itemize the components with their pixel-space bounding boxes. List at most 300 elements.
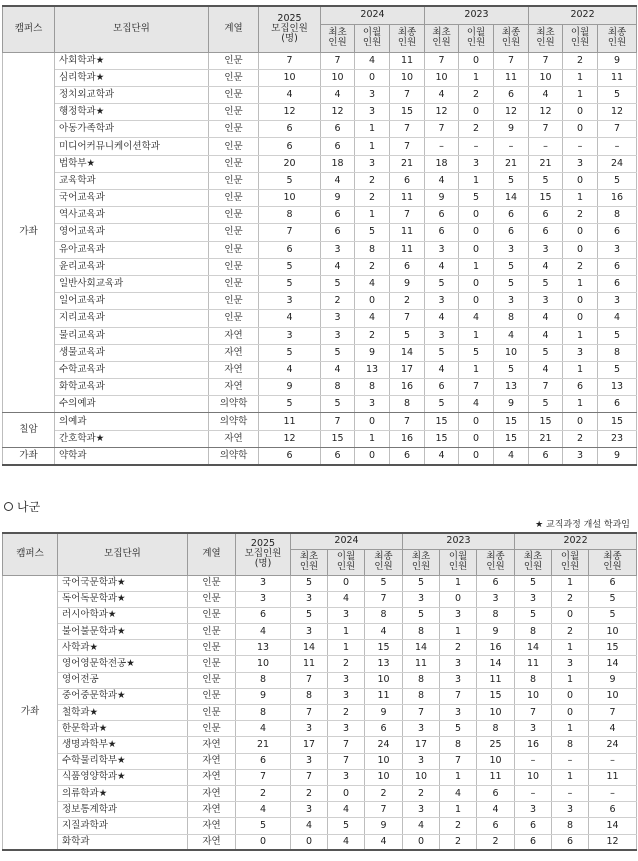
final-2022-cell: 6	[598, 258, 637, 275]
final-2024-cell: 4	[365, 834, 403, 850]
carry-2022-cell: 0	[563, 104, 598, 121]
final-2024-cell: 10	[390, 69, 425, 86]
table-row	[3, 104, 637, 121]
quota-2025-cell: 10	[259, 190, 321, 207]
quota-2025-cell: 6	[259, 138, 321, 155]
carry-2023-cell: 2	[459, 121, 494, 138]
quota-2025-cell: 3	[259, 327, 321, 344]
track-cell: 인문	[209, 224, 259, 241]
final-2024-cell: 11	[365, 688, 403, 704]
carry-2024-cell: 2	[355, 190, 390, 207]
final-2023-cell: 6	[477, 575, 515, 591]
subheader-line1: 최초	[411, 551, 431, 563]
quota-2025-cell: 4	[259, 310, 321, 327]
final-2023-cell: 16	[477, 640, 515, 656]
carry-2023-cell: 0	[459, 413, 494, 430]
first-2022-cell: –	[515, 753, 552, 769]
table-row	[3, 769, 637, 785]
quota-2025-cell: 12	[259, 104, 321, 121]
unit-name-cell: 생물교육과	[55, 344, 209, 361]
unit-name-cell: 행정학과★	[55, 104, 209, 121]
table-row	[3, 802, 637, 818]
unit-name-cell: 지질과학과	[58, 818, 188, 834]
final-2022-cell: 12	[589, 834, 637, 850]
first-2024-cell: 15	[321, 430, 355, 447]
carry-2024-cell: 3	[328, 672, 365, 688]
final-2023-cell: 13	[494, 379, 529, 396]
unit-name-cell: 교육학과	[55, 172, 209, 189]
table-row	[3, 258, 637, 275]
final-2023-cell: 14	[494, 190, 529, 207]
table-row	[3, 591, 637, 607]
header-2024: 2024	[321, 6, 425, 24]
track-cell: 인문	[209, 121, 259, 138]
table-row	[3, 344, 637, 361]
subheader-c1	[291, 549, 328, 575]
quota-2025-cell: 7	[259, 224, 321, 241]
carry-2024-cell: 4	[328, 802, 365, 818]
first-2023-cell: 3	[425, 327, 459, 344]
carry-2024-cell: 0	[355, 69, 390, 86]
track-cell: 인문	[188, 656, 236, 672]
final-2022-cell: –	[589, 753, 637, 769]
header-2023: 2023	[425, 6, 529, 24]
quota-2025-cell: 3	[236, 591, 291, 607]
carry-2024-cell: 0	[355, 447, 390, 464]
final-2023-cell: 21	[494, 155, 529, 172]
final-2023-cell: 3	[477, 591, 515, 607]
carry-2022-cell: 1	[563, 275, 598, 292]
final-2023-cell: 11	[477, 769, 515, 785]
final-2023-cell: 12	[494, 104, 529, 121]
first-2022-cell: –	[529, 138, 563, 155]
subheader-c1	[425, 24, 459, 52]
subheader-c2	[328, 549, 365, 575]
track-cell: 인문	[188, 575, 236, 591]
track-cell: 인문	[209, 155, 259, 172]
final-2022-cell: 5	[598, 361, 637, 378]
circle-bullet-icon	[4, 502, 13, 511]
carry-2024-cell: 3	[328, 769, 365, 785]
first-2024-cell: 4	[321, 86, 355, 103]
carry-2022-cell: 0	[563, 310, 598, 327]
first-2023-cell: 15	[425, 430, 459, 447]
first-2024-cell: 5	[291, 575, 328, 591]
track-cell: 자연	[188, 818, 236, 834]
final-2023-cell: 2	[477, 834, 515, 850]
carry-2022-cell: 3	[552, 656, 589, 672]
final-2024-cell: 10	[365, 769, 403, 785]
final-2024-cell: 11	[390, 190, 425, 207]
quota-2025-cell: 4	[259, 86, 321, 103]
final-2023-cell: 4	[477, 802, 515, 818]
track-cell: 인문	[209, 69, 259, 86]
first-2022-cell: 15	[529, 190, 563, 207]
subheader-line2: 인원	[411, 561, 431, 572]
subheader-c3	[494, 24, 529, 52]
carry-2022-cell: 2	[563, 207, 598, 224]
subheader-line2: 인원	[501, 37, 521, 48]
carry-2023-cell: 0	[459, 275, 494, 292]
carry-2023-cell: 4	[440, 785, 477, 801]
final-2022-cell: 9	[598, 447, 637, 464]
table-row	[3, 721, 637, 737]
subheader-line1: 최종	[501, 27, 521, 39]
final-2023-cell: 25	[477, 737, 515, 753]
carry-2023-cell: 1	[459, 361, 494, 378]
first-2022-cell: 5	[529, 396, 563, 413]
first-2024-cell: 3	[291, 753, 328, 769]
header-quota-unit: (명)	[281, 33, 298, 45]
carry-2023-cell: 0	[440, 591, 477, 607]
first-2022-cell: 3	[529, 241, 563, 258]
final-2024-cell: 24	[365, 737, 403, 753]
carry-2023-cell: 0	[459, 104, 494, 121]
final-2022-cell: 23	[598, 430, 637, 447]
table-row	[3, 293, 637, 310]
quota-2025-cell: 9	[259, 379, 321, 396]
carry-2023-cell: 1	[459, 172, 494, 189]
final-2024-cell: 21	[390, 155, 425, 172]
first-2023-cell: 3	[425, 293, 459, 310]
carry-2023-cell: 7	[440, 753, 477, 769]
final-2024-cell: 9	[390, 275, 425, 292]
first-2022-cell: 7	[529, 121, 563, 138]
table-row	[3, 69, 637, 86]
final-2023-cell: 8	[494, 310, 529, 327]
carry-2024-cell: 1	[355, 121, 390, 138]
first-2023-cell: 17	[403, 737, 440, 753]
carry-2024-cell: 3	[355, 86, 390, 103]
campus-cell: 가좌	[3, 447, 55, 464]
final-2024-cell: 9	[365, 818, 403, 834]
track-cell: 인문	[209, 104, 259, 121]
first-2023-cell: 10	[425, 69, 459, 86]
subheader-line1: 이월	[570, 27, 590, 39]
first-2024-cell: 0	[291, 834, 328, 850]
unit-name-cell: 의류학과★	[58, 785, 188, 801]
final-2022-cell: 5	[598, 172, 637, 189]
carry-2023-cell: 4	[459, 396, 494, 413]
track-cell: 인문	[209, 86, 259, 103]
track-cell: 인문	[209, 172, 259, 189]
final-2022-cell: 6	[589, 575, 637, 591]
final-2024-cell: 7	[390, 207, 425, 224]
carry-2024-cell: 8	[355, 379, 390, 396]
quota-2025-cell: 12	[259, 430, 321, 447]
carry-2022-cell: 0	[563, 224, 598, 241]
carry-2023-cell: 0	[459, 430, 494, 447]
quota-2025-cell: 7	[236, 769, 291, 785]
quota-2025-cell: 5	[259, 275, 321, 292]
carry-2024-cell: 1	[328, 624, 365, 640]
table-row	[3, 753, 637, 769]
first-2022-cell: 6	[529, 447, 563, 464]
subheader-line1: 최종	[607, 27, 627, 39]
subheader-c3	[589, 549, 637, 575]
unit-name-cell: 지리교육과	[55, 310, 209, 327]
unit-name-cell: 사회학과★	[55, 52, 209, 69]
unit-name-cell: 화학과	[58, 834, 188, 850]
final-2022-cell: 16	[598, 190, 637, 207]
header-2025-quota	[259, 6, 321, 52]
table-row	[3, 52, 637, 69]
first-2024-cell: 3	[291, 721, 328, 737]
final-2022-cell: 14	[589, 656, 637, 672]
carry-2024-cell: 9	[355, 344, 390, 361]
unit-name-cell: 수학교육과	[55, 361, 209, 378]
first-2022-cell: 4	[529, 361, 563, 378]
first-2022-cell: 6	[529, 207, 563, 224]
carry-2022-cell: 6	[552, 834, 589, 850]
final-2022-cell: 24	[589, 737, 637, 753]
table-row	[3, 207, 637, 224]
carry-2024-cell: 2	[355, 172, 390, 189]
first-2023-cell: 4	[425, 447, 459, 464]
carry-2024-cell: 2	[355, 258, 390, 275]
final-2024-cell: 7	[365, 591, 403, 607]
carry-2024-cell: 2	[355, 327, 390, 344]
first-2024-cell: 2	[321, 293, 355, 310]
final-2022-cell: 3	[598, 241, 637, 258]
first-2023-cell: 4	[425, 86, 459, 103]
final-2022-cell: 5	[589, 591, 637, 607]
unit-name-cell: 유아교육과	[55, 241, 209, 258]
carry-2023-cell: 7	[459, 379, 494, 396]
track-cell: 의약학	[209, 447, 259, 464]
final-2023-cell: 15	[477, 688, 515, 704]
first-2023-cell: 7	[403, 705, 440, 721]
final-2023-cell: 11	[494, 69, 529, 86]
subheader-line1: 최초	[328, 27, 347, 39]
final-2022-cell: 15	[598, 413, 637, 430]
first-2023-cell: 8	[403, 624, 440, 640]
carry-2024-cell: 8	[355, 241, 390, 258]
first-2023-cell: 12	[425, 104, 459, 121]
header-2025-year: 2025	[250, 538, 276, 550]
unit-name-cell: 국어국문학과★	[58, 575, 188, 591]
table-row	[3, 705, 637, 721]
first-2024-cell: 3	[291, 624, 328, 640]
subheader-c3	[598, 24, 637, 52]
subheader-line2: 인원	[523, 561, 543, 572]
subheader-line2: 인원	[536, 37, 555, 48]
quota-2025-cell: 6	[236, 607, 291, 623]
carry-2024-cell: 3	[355, 155, 390, 172]
header-2024: 2024	[291, 533, 403, 549]
unit-name-cell: 역사교육과	[55, 207, 209, 224]
header-unit: 모집단위	[55, 6, 209, 52]
track-cell: 자연	[188, 785, 236, 801]
quota-2025-cell: 8	[236, 672, 291, 688]
first-2023-cell: 6	[425, 379, 459, 396]
table-row	[3, 640, 637, 656]
quota-2025-cell: 10	[259, 69, 321, 86]
admission-table-nagun	[2, 532, 637, 851]
first-2024-cell: 6	[321, 138, 355, 155]
first-2024-cell: 10	[321, 69, 355, 86]
first-2022-cell: 16	[515, 737, 552, 753]
header-2025-year: 2025	[277, 13, 302, 25]
carry-2024-cell: 0	[328, 575, 365, 591]
final-2022-cell: 10	[589, 688, 637, 704]
first-2024-cell: 5	[321, 396, 355, 413]
first-2024-cell: 4	[321, 258, 355, 275]
carry-2022-cell: 2	[552, 591, 589, 607]
final-2023-cell: 6	[477, 818, 515, 834]
final-2022-cell: 5	[598, 327, 637, 344]
final-2022-cell: 4	[598, 310, 637, 327]
first-2022-cell: 8	[515, 624, 552, 640]
track-cell: 자연	[209, 361, 259, 378]
subheader-c3	[365, 549, 403, 575]
final-2022-cell: –	[598, 138, 637, 155]
quota-2025-cell: 21	[236, 737, 291, 753]
quota-2025-cell: 11	[259, 413, 321, 430]
quota-2025-cell: 4	[236, 802, 291, 818]
carry-2022-cell: 3	[552, 802, 589, 818]
final-2022-cell: 6	[598, 224, 637, 241]
quota-2025-cell: 20	[259, 155, 321, 172]
final-2023-cell: 10	[477, 753, 515, 769]
carry-2023-cell: 1	[459, 327, 494, 344]
unit-name-cell: 국어교육과	[55, 190, 209, 207]
table-row	[3, 818, 637, 834]
first-2022-cell: 5	[529, 172, 563, 189]
track-cell: 의약학	[209, 396, 259, 413]
table-row	[3, 310, 637, 327]
table-row	[3, 624, 637, 640]
carry-2023-cell: 5	[440, 721, 477, 737]
quota-2025-cell: 6	[259, 447, 321, 464]
unit-name-cell: 약학과	[55, 447, 209, 464]
subheader-line1: 최초	[299, 551, 319, 563]
header-track: 계열	[188, 533, 236, 575]
table-row	[3, 688, 637, 704]
track-cell: 인문	[209, 241, 259, 258]
track-cell: 자연	[209, 379, 259, 396]
subheader-line2: 인원	[328, 37, 347, 48]
header-2025-quota	[236, 533, 291, 575]
first-2023-cell: 9	[425, 190, 459, 207]
carry-2022-cell: 1	[552, 769, 589, 785]
subheader-c1	[529, 24, 563, 52]
track-cell: 인문	[188, 624, 236, 640]
header-campus: 캠퍼스	[3, 6, 55, 52]
first-2023-cell: 3	[425, 241, 459, 258]
unit-name-cell: 일반사회교육과	[55, 275, 209, 292]
unit-name-cell: 독어독문학과★	[58, 591, 188, 607]
carry-2022-cell: 0	[563, 293, 598, 310]
subheader-c3	[390, 24, 425, 52]
first-2024-cell: 7	[321, 413, 355, 430]
first-2024-cell: 17	[291, 737, 328, 753]
subheader-line2: 인원	[374, 561, 393, 572]
final-2024-cell: 2	[390, 293, 425, 310]
carry-2024-cell: 3	[328, 688, 365, 704]
carry-2023-cell: 3	[440, 672, 477, 688]
first-2023-cell: 4	[425, 361, 459, 378]
carry-2023-cell: 8	[440, 737, 477, 753]
final-2024-cell: 14	[390, 344, 425, 361]
final-2022-cell: –	[589, 785, 637, 801]
first-2022-cell: 3	[515, 721, 552, 737]
carry-2023-cell: –	[459, 138, 494, 155]
carry-2023-cell: 1	[459, 69, 494, 86]
final-2023-cell: 9	[494, 396, 529, 413]
final-2023-cell: 3	[494, 293, 529, 310]
track-cell: 인문	[209, 275, 259, 292]
carry-2022-cell: 1	[552, 575, 589, 591]
first-2024-cell: 4	[291, 818, 328, 834]
unit-name-cell: 중어중문학과★	[58, 688, 188, 704]
subheader-line1: 최종	[486, 551, 505, 563]
carry-2023-cell: 5	[459, 190, 494, 207]
first-2022-cell: 14	[515, 640, 552, 656]
carry-2024-cell: 3	[355, 396, 390, 413]
unit-name-cell: 물리교육과	[55, 327, 209, 344]
carry-2022-cell: 1	[563, 327, 598, 344]
quota-2025-cell: 13	[236, 640, 291, 656]
quota-2025-cell: 4	[259, 361, 321, 378]
final-2024-cell: 9	[365, 705, 403, 721]
first-2024-cell: 6	[321, 224, 355, 241]
subheader-line1: 최초	[432, 27, 451, 39]
campus-cell: 가좌	[3, 575, 58, 850]
carry-2022-cell: 1	[563, 361, 598, 378]
quota-2025-cell: 10	[236, 656, 291, 672]
carry-2022-cell: 1	[563, 396, 598, 413]
final-2024-cell: 11	[390, 241, 425, 258]
final-2022-cell: 5	[589, 607, 637, 623]
carry-2023-cell: 0	[459, 207, 494, 224]
unit-name-cell: 불어불문학과★	[58, 624, 188, 640]
table1-body	[3, 52, 637, 465]
subheader-line2: 인원	[362, 37, 382, 48]
track-cell: 인문	[188, 591, 236, 607]
subheader-line1: 최종	[397, 27, 417, 39]
final-2023-cell: 10	[494, 344, 529, 361]
first-2022-cell: 6	[529, 224, 563, 241]
track-cell: 인문	[209, 258, 259, 275]
quota-2025-cell: 9	[236, 688, 291, 704]
quota-2025-cell: 6	[236, 753, 291, 769]
unit-name-cell: 화학교육과	[55, 379, 209, 396]
table-row	[3, 224, 637, 241]
track-cell: 의약학	[209, 413, 259, 430]
table-row	[3, 379, 637, 396]
first-2023-cell: 8	[403, 688, 440, 704]
final-2024-cell: 10	[365, 672, 403, 688]
header-2023: 2023	[403, 533, 515, 549]
unit-name-cell: 한문학과★	[58, 721, 188, 737]
table-row	[3, 275, 637, 292]
first-2024-cell: 11	[291, 656, 328, 672]
carry-2023-cell: 3	[440, 705, 477, 721]
first-2022-cell: 7	[529, 52, 563, 69]
first-2024-cell: 2	[291, 785, 328, 801]
final-2022-cell: 11	[589, 769, 637, 785]
carry-2022-cell: 8	[552, 737, 589, 753]
subheader-c1	[515, 549, 552, 575]
unit-name-cell: 영어교육과	[55, 224, 209, 241]
final-2024-cell: 6	[390, 258, 425, 275]
track-cell: 인문	[209, 52, 259, 69]
first-2024-cell: 12	[321, 104, 355, 121]
first-2023-cell: 3	[403, 591, 440, 607]
final-2024-cell: 10	[365, 753, 403, 769]
final-2024-cell: 5	[365, 575, 403, 591]
